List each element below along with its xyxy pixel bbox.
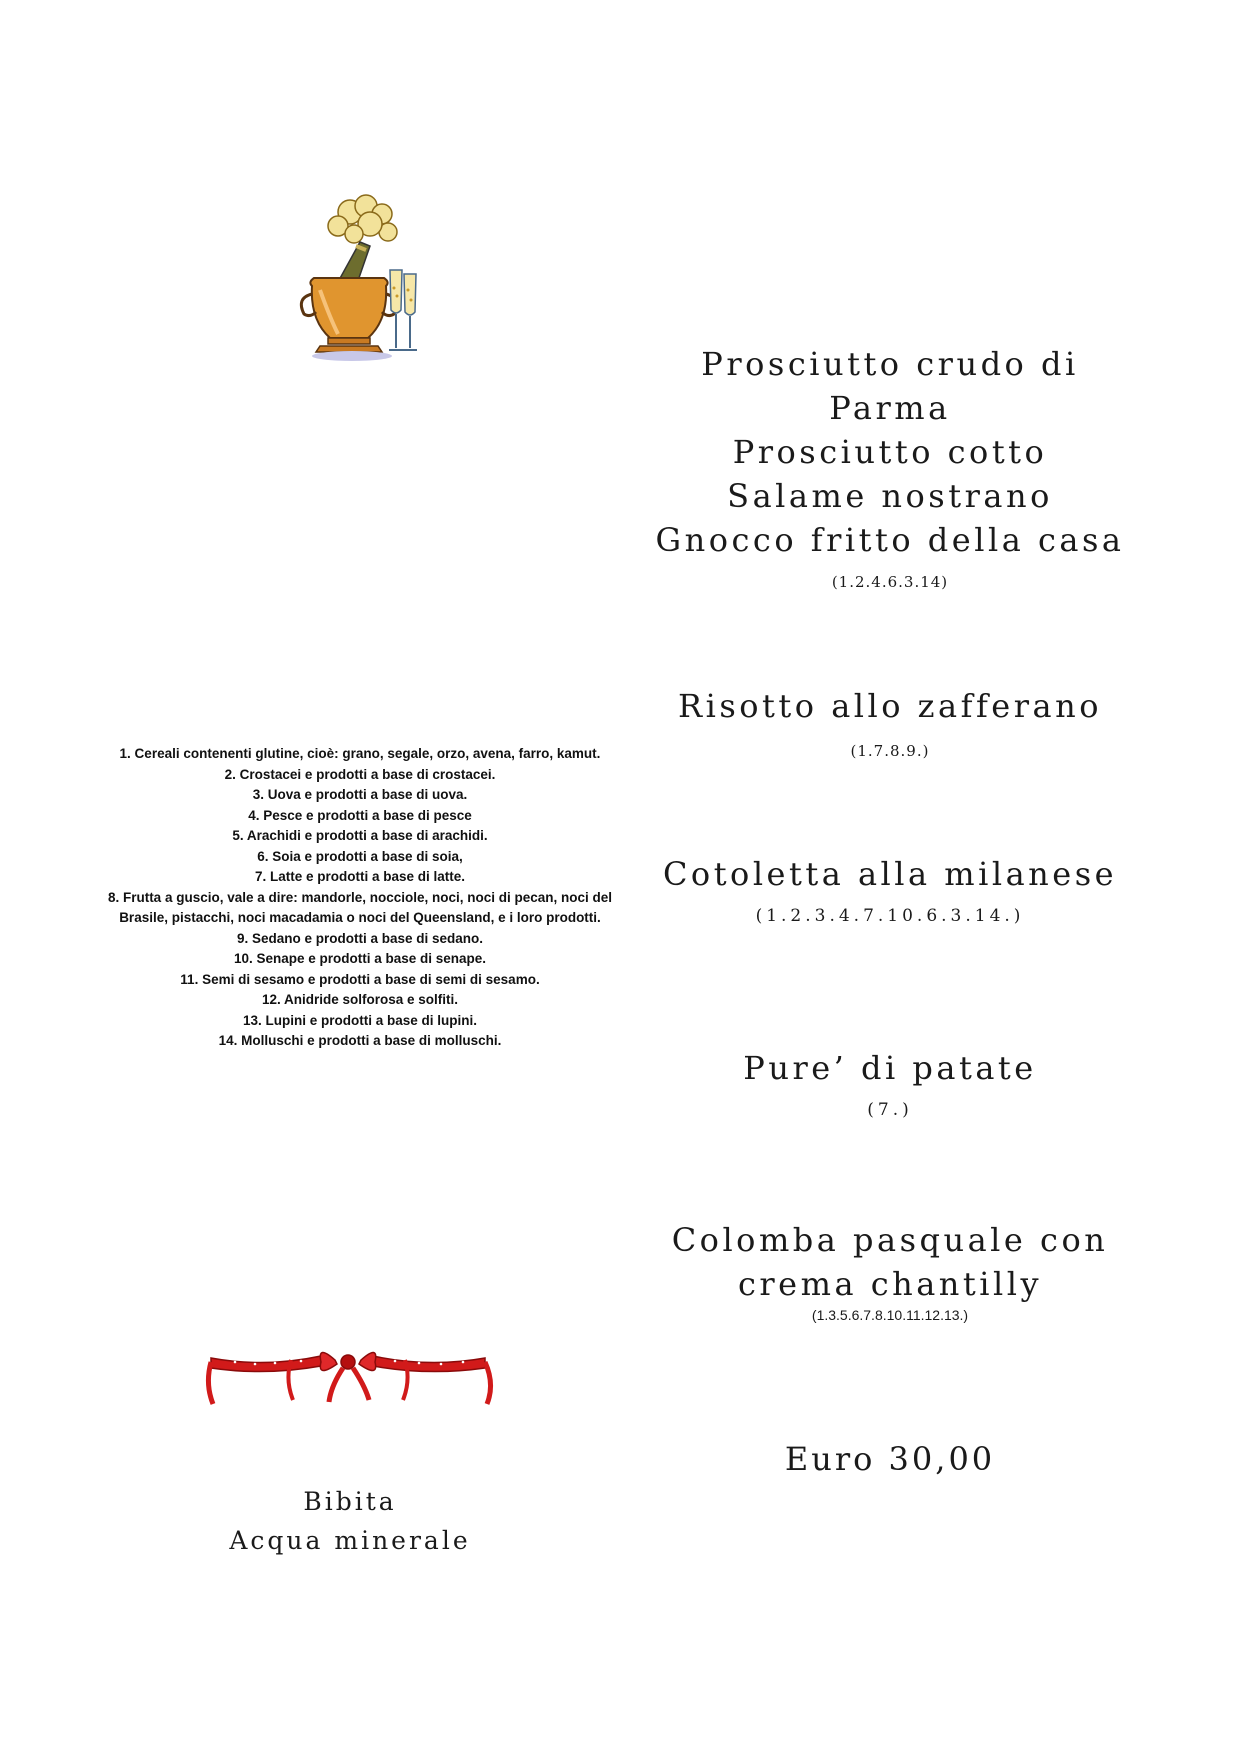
antipasto-line: Gnocco fritto della casa bbox=[655, 521, 1125, 559]
allergen-item: 12. Anidride solforosa e solfiti. bbox=[261, 992, 459, 1007]
allergen-item: 1. Cereali contenenti glutine, cioè: grano, segale, orzo, avena, farro, kamut. bbox=[119, 746, 601, 761]
dolce-line: crema chantilly bbox=[737, 1265, 1043, 1303]
drink-acqua: Acqua minerale bbox=[229, 1526, 471, 1555]
allergen-item: 13. Lupini e prodotti a base di lupini. bbox=[242, 1012, 477, 1028]
allergen-item: 6. Soia e prodotti a base di soia, bbox=[257, 848, 463, 864]
red-ribbon-bow-icon bbox=[205, 1340, 495, 1410]
dolce-block bbox=[620, 1218, 1160, 1306]
primo-allergen-codes: (1.7.8.9.) bbox=[850, 742, 930, 760]
drink-bibita: Bibita bbox=[303, 1487, 397, 1516]
antipasto-line: Prosciutto crudo di bbox=[701, 345, 1079, 383]
allergen-item: 14. Molluschi e prodotti a base di molluschi. bbox=[218, 1033, 502, 1048]
contorno-allergen-codes: (7.) bbox=[867, 1100, 913, 1120]
contorno-name: Pure’ di patate bbox=[743, 1049, 1037, 1087]
menu-price: Euro 30,00 bbox=[784, 1440, 996, 1478]
secondo-name: Cotoletta alla milanese bbox=[662, 855, 1118, 893]
primo-name: Risotto allo zafferano bbox=[678, 687, 1102, 725]
antipasto-line: Parma bbox=[829, 389, 951, 427]
allergen-item: 4. Pesce e prodotti a base di pesce bbox=[248, 807, 472, 823]
antipasto-line: Prosciutto cotto bbox=[732, 433, 1048, 471]
allergen-item: 10. Senape e prodotti a base di senape. bbox=[233, 951, 487, 966]
allergen-item: 8. Frutta a guscio, vale a dire: mandorle, nocciole, noci, noci di pecan, noci del Brasile, pistacchi, noci macadamia o noci del Queensland, e i loro prodotti. bbox=[107, 889, 613, 925]
drinks-block bbox=[180, 1482, 520, 1560]
allergen-item: 7. Latte e prodotti a base di latte. bbox=[254, 869, 466, 884]
allergen-item: 2. Crostacei e prodotti a base di crostacei. bbox=[224, 766, 496, 782]
dolce-allergen-codes: (1.3.5.6.7.8.10.11.12.13.) bbox=[811, 1307, 969, 1323]
champagne-bucket-icon bbox=[290, 190, 420, 370]
antipasto-line: Salame nostrano bbox=[727, 477, 1053, 515]
antipasto-allergen-codes: (1.2.4.6.3.14) bbox=[831, 573, 949, 591]
left-panel bbox=[0, 0, 620, 1755]
secondo-allergen-codes: (1.2.3.4.7.10.6.3.14.) bbox=[755, 906, 1025, 926]
allergen-item: 5. Arachidi e prodotti a base di arachidi. bbox=[232, 828, 488, 843]
allergen-list bbox=[100, 744, 620, 1052]
right-panel bbox=[620, 0, 1160, 1755]
allergen-item: 9. Sedano e prodotti a base di sedano. bbox=[236, 930, 484, 946]
dolce-line: Colomba pasquale con bbox=[671, 1221, 1109, 1259]
allergen-item: 3. Uova e prodotti a base di uova. bbox=[252, 787, 468, 802]
allergen-item: 11. Semi di sesamo e prodotti a base di semi di sesamo. bbox=[180, 971, 540, 987]
antipasto-block bbox=[620, 342, 1160, 562]
